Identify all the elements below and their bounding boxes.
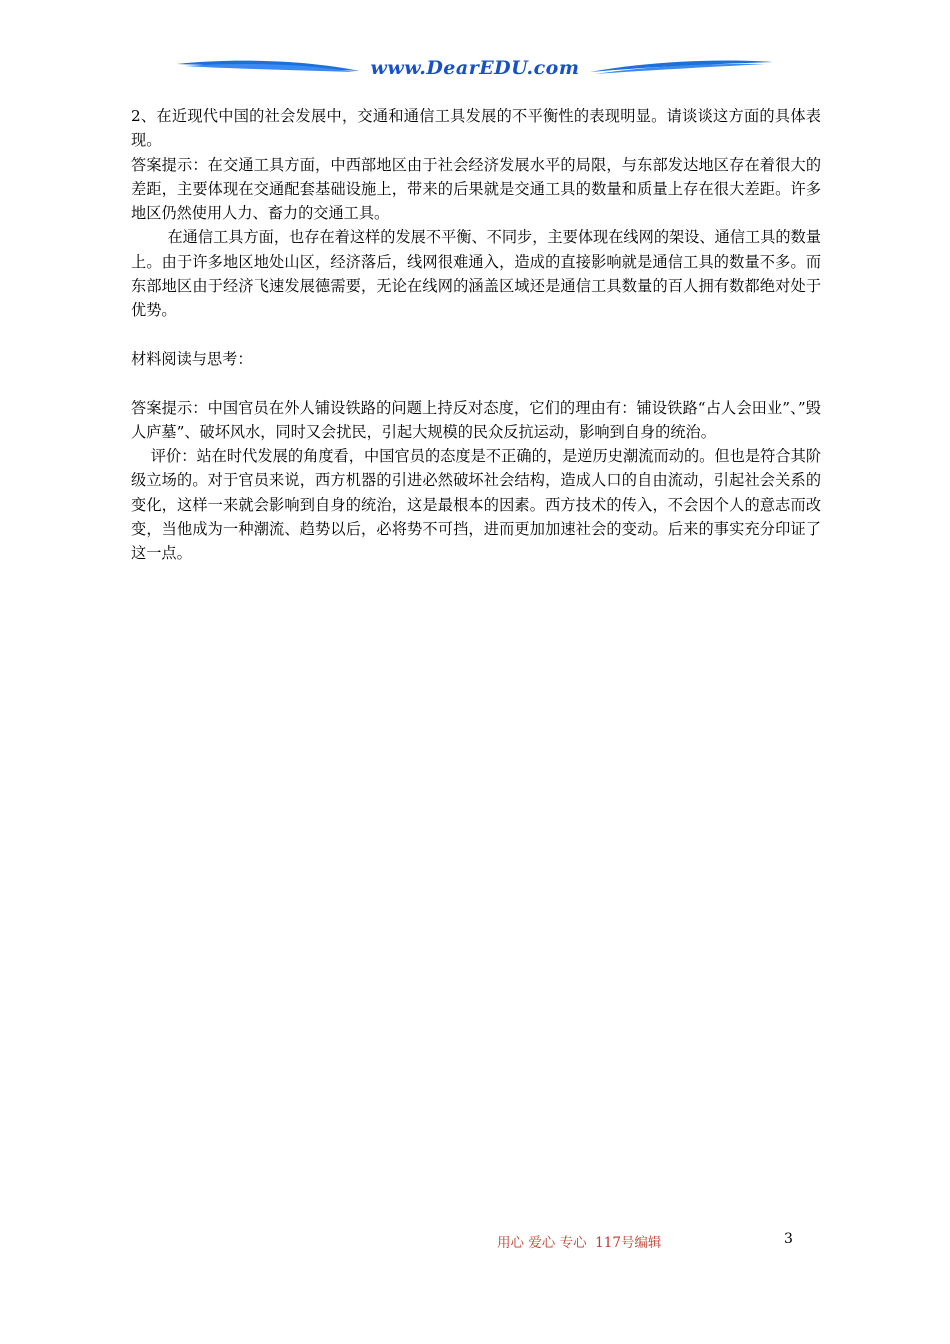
footer-slogan: 用心 爱心 专心 117号编辑 [497,1235,662,1251]
answer-hint-1-continued: 在通信工具方面，也存在着这样的发展不平衡、不同步，主要体现在线网的架设、通信工具的数量上。由于许多地区地处山区，经济落后，线网很难通入，造成的直接影响就是通信工具的数量不多。而东部地区由于经济飞速发展德需要，无论在线网的涵盖区域还是通信工具数量的百人拥有数都绝对处于优势。 [131,228,821,320]
document-body [131,104,821,566]
section-title: 材料阅读与思考： [131,349,253,368]
answer-hint-1: 答案提示：在交通工具方面，中西部地区由于社会经济发展水平的局限，与东部发达地区存在着很大的差距，主要体现在交通配套基础设施上，带来的后果就是交通工具的数量和质量上存在很大差距。许多地区仍然使用人力、畜力的交通工具。 [131,155,821,223]
page-number: 3 [784,1231,793,1247]
answer-hint-2: 答案提示：中国官员在外人铺设铁路的问题上持反对态度，它们的理由有：铺设铁路“占人会田业”、”毁人庐墓”、破坏风水，同时又会扰民，引起大规模的民众反抗运动，影响到自身的统治。 [131,398,821,441]
logo-text: www.DearEDU.com [370,57,580,79]
page-header [175,52,775,88]
evaluation-paragraph: 评价：站在时代发展的角度看，中国官员的态度是不正确的，是逆历史潮流而动的。但也是符合其阶级立场的。对于官员来说，西方机器的引进必然破坏社会结构，造成人口的自由流动，引起社会关系的变化，这样一来就会影响到自身的统治，这是最根本的因素。西方技术的传入，不会因个人的意志而改变，当他成为一种潮流、趋势以后，必将势不可挡，进而更加加速社会的变动。后来的事实充分印证了这一点。 [131,447,821,563]
question-2: 2、在近现代中国的社会发展中，交通和通信工具发展的不平衡性的表现明显。请谈谈这方面的具体表现。 [131,107,821,150]
